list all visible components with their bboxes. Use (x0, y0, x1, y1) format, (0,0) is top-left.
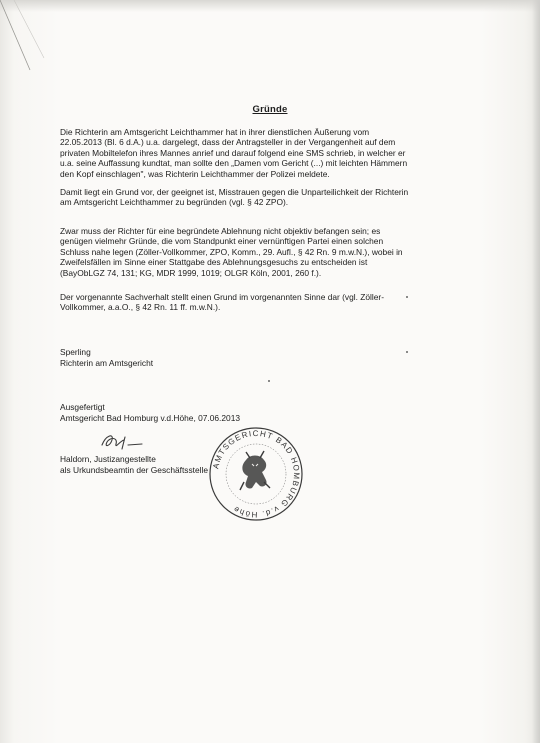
clerk-name: Haldorn, Justizangestellte (60, 454, 156, 464)
handwritten-signature (98, 431, 146, 453)
paragraph-line: den Kopf einschlagen", was Richterin Leichthammer der Polizei meldete. (60, 168, 330, 179)
paper-speck (406, 351, 408, 353)
paragraph-line: 22.05.2013 (Bl. 6 d.A.) u.a. dargelegt, dass der Antragsteller in der Vergangenheit auf dem (60, 137, 396, 148)
clerk-block (60, 454, 208, 475)
paragraph-line: Zwar muss der Richter für eine begründete Ablehnung nicht objektiv befangen sein; es (60, 226, 381, 236)
paper-speck (268, 380, 270, 382)
certification-place-date: Amtsgericht Bad Homburg v.d.Höhe, 07.06.2013 (60, 412, 241, 423)
paragraph-line: am Amtsgericht Leichthammer zu begründen (vgl. § 42 ZPO). (60, 197, 289, 208)
paragraph-line: Der vorgenannte Sachverhalt stellt einen Grund im vorgenannten Sinne dar (vgl. Zöller- (60, 292, 385, 302)
heraldic-lion-icon (240, 451, 270, 490)
judge-signature-block (60, 347, 153, 368)
paper-speck (406, 296, 408, 298)
certification-label: Ausgefertigt (60, 402, 105, 412)
certification-block (60, 402, 240, 423)
paragraph-line: Vollkommer, a.a.O., § 42 Rn. 11 ff. m.w.N.). (60, 302, 221, 313)
paragraph-line: Damit liegt ein Grund vor, der geeignet ist, Misstrauen gegen die Unparteilichkeit der Richterin (60, 187, 409, 197)
section-heading: Gründe (252, 104, 288, 115)
paragraph-line: Schluss nahe legen (Zöller-Vollkommer, ZPO, Komm., 29. Aufl., § 42 Rn. 9 m.w.N.), wobei in (60, 246, 403, 257)
paragraph-2 (60, 187, 480, 208)
paragraph-line: (BayObLGZ 74, 131; KG, MDR 1999, 1019; OLGR Köln, 2001, 260 f.). (60, 267, 322, 278)
paragraph-line: Zweifelsfällen im Sinne einer Stattgabe des Ablehnungsgesuchs zu entscheiden ist (60, 257, 368, 268)
paragraph-3 (60, 226, 480, 278)
clerk-role: als Urkundsbeamtin der Geschäftsstelle (60, 464, 209, 475)
page-top-edge (0, 0, 540, 12)
court-seal (206, 424, 306, 524)
judge-title: Richterin am Amtsgericht (60, 357, 154, 368)
paragraph-line: Die Richterin am Amtsgericht Leichthammer hat in ihrer dienstlichen Äußerung vom (60, 127, 370, 137)
paragraph-4 (60, 292, 480, 313)
paragraph-1 (60, 127, 480, 179)
paragraph-line: u.a. seine Auffassung kundtat, man sollte den „Damen vom Gericht (...) mit leichten Hämmern (60, 158, 408, 169)
judge-name: Sperling (60, 347, 91, 357)
seal-text: AMTSGERICHT BAD HOMBURG v.d. Höhe (211, 428, 302, 520)
paragraph-line: privaten Mobiltelefon ihres Mannes anrief und darauf folgend eine SMS schrieb, in welcher er (60, 147, 406, 158)
paragraph-line: genügen vielmehr Gründe, die vom Standpunkt einer vernünftigen Partei einen solchen (60, 236, 384, 247)
